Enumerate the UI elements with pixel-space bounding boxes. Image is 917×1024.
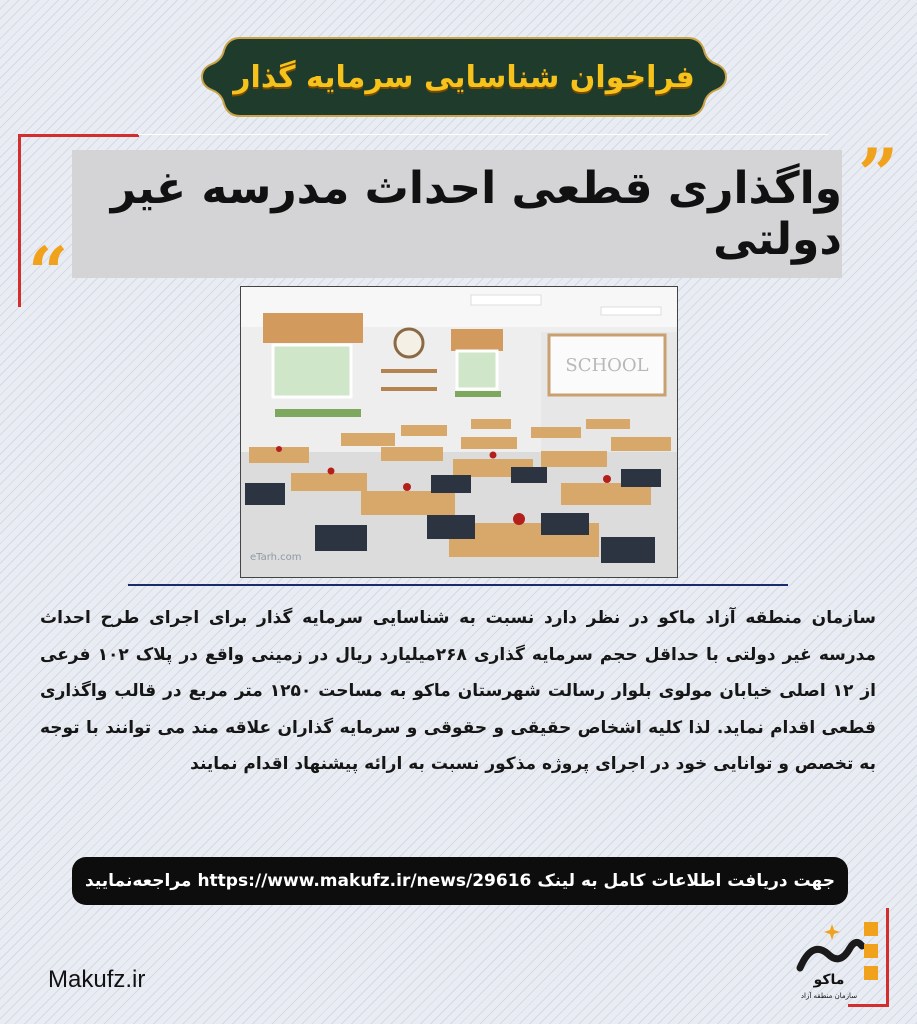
frame-top-line xyxy=(138,134,828,135)
logo-subtitle: سازمان منطقه آزاد xyxy=(800,992,858,1000)
news-link[interactable]: https://www.makufz.ir/news/29616 xyxy=(197,871,532,891)
classroom-photo xyxy=(240,286,678,578)
headline: واگذاری قطعی احداث مدرسه غیر دولتی xyxy=(72,150,842,278)
link-bar-prefix: جهت دریافت اطلاعات کامل به لینک xyxy=(537,871,835,891)
section-divider xyxy=(128,584,788,586)
quote-close-icon: “ xyxy=(28,231,69,314)
banner-title: فراخوان شناسایی سرمایه گذار xyxy=(233,59,695,95)
announcement-body: سازمان منطقه آزاد ماکو در نظر دارد نسبت به شناسایی سرمایه گذار برای اجرای طرح احداث مدرسه غیر دولتی با حداقل حجم سرمایه گذاری ۲۶۸میلیارد ریال در زمینی واقع در پلاک ۱۰۲ فرعی از ۱۲ اصلی خیابان مولوی بلوار رسالت شهرستان ماکو به مساحت ۱۲۵۰ متر مربع در قالب واگذاری قطعی اقدام نماید. لذا کلیه اشخاص حقیقی و حقوقی و سرمایه گذاران علاقه مند می توانند با توجه به تخصص و توانایی خود در اجرای پروژه مذکور نسبت به ارائه پیشنهاد اقدام نمایند xyxy=(40,608,876,774)
site-name[interactable]: Makufz.ir xyxy=(48,966,146,993)
link-bar xyxy=(72,857,848,905)
frame-corner-bottom-right xyxy=(848,908,889,1007)
quote-open-icon: ” xyxy=(858,133,899,216)
board-text: SCHOOL xyxy=(565,355,649,376)
logo-name: ماکو xyxy=(813,972,845,988)
link-bar-suffix: مراجعه‌نمایید xyxy=(85,871,192,891)
photo-watermark: eTarh.com xyxy=(250,552,302,563)
title-banner xyxy=(200,34,728,120)
